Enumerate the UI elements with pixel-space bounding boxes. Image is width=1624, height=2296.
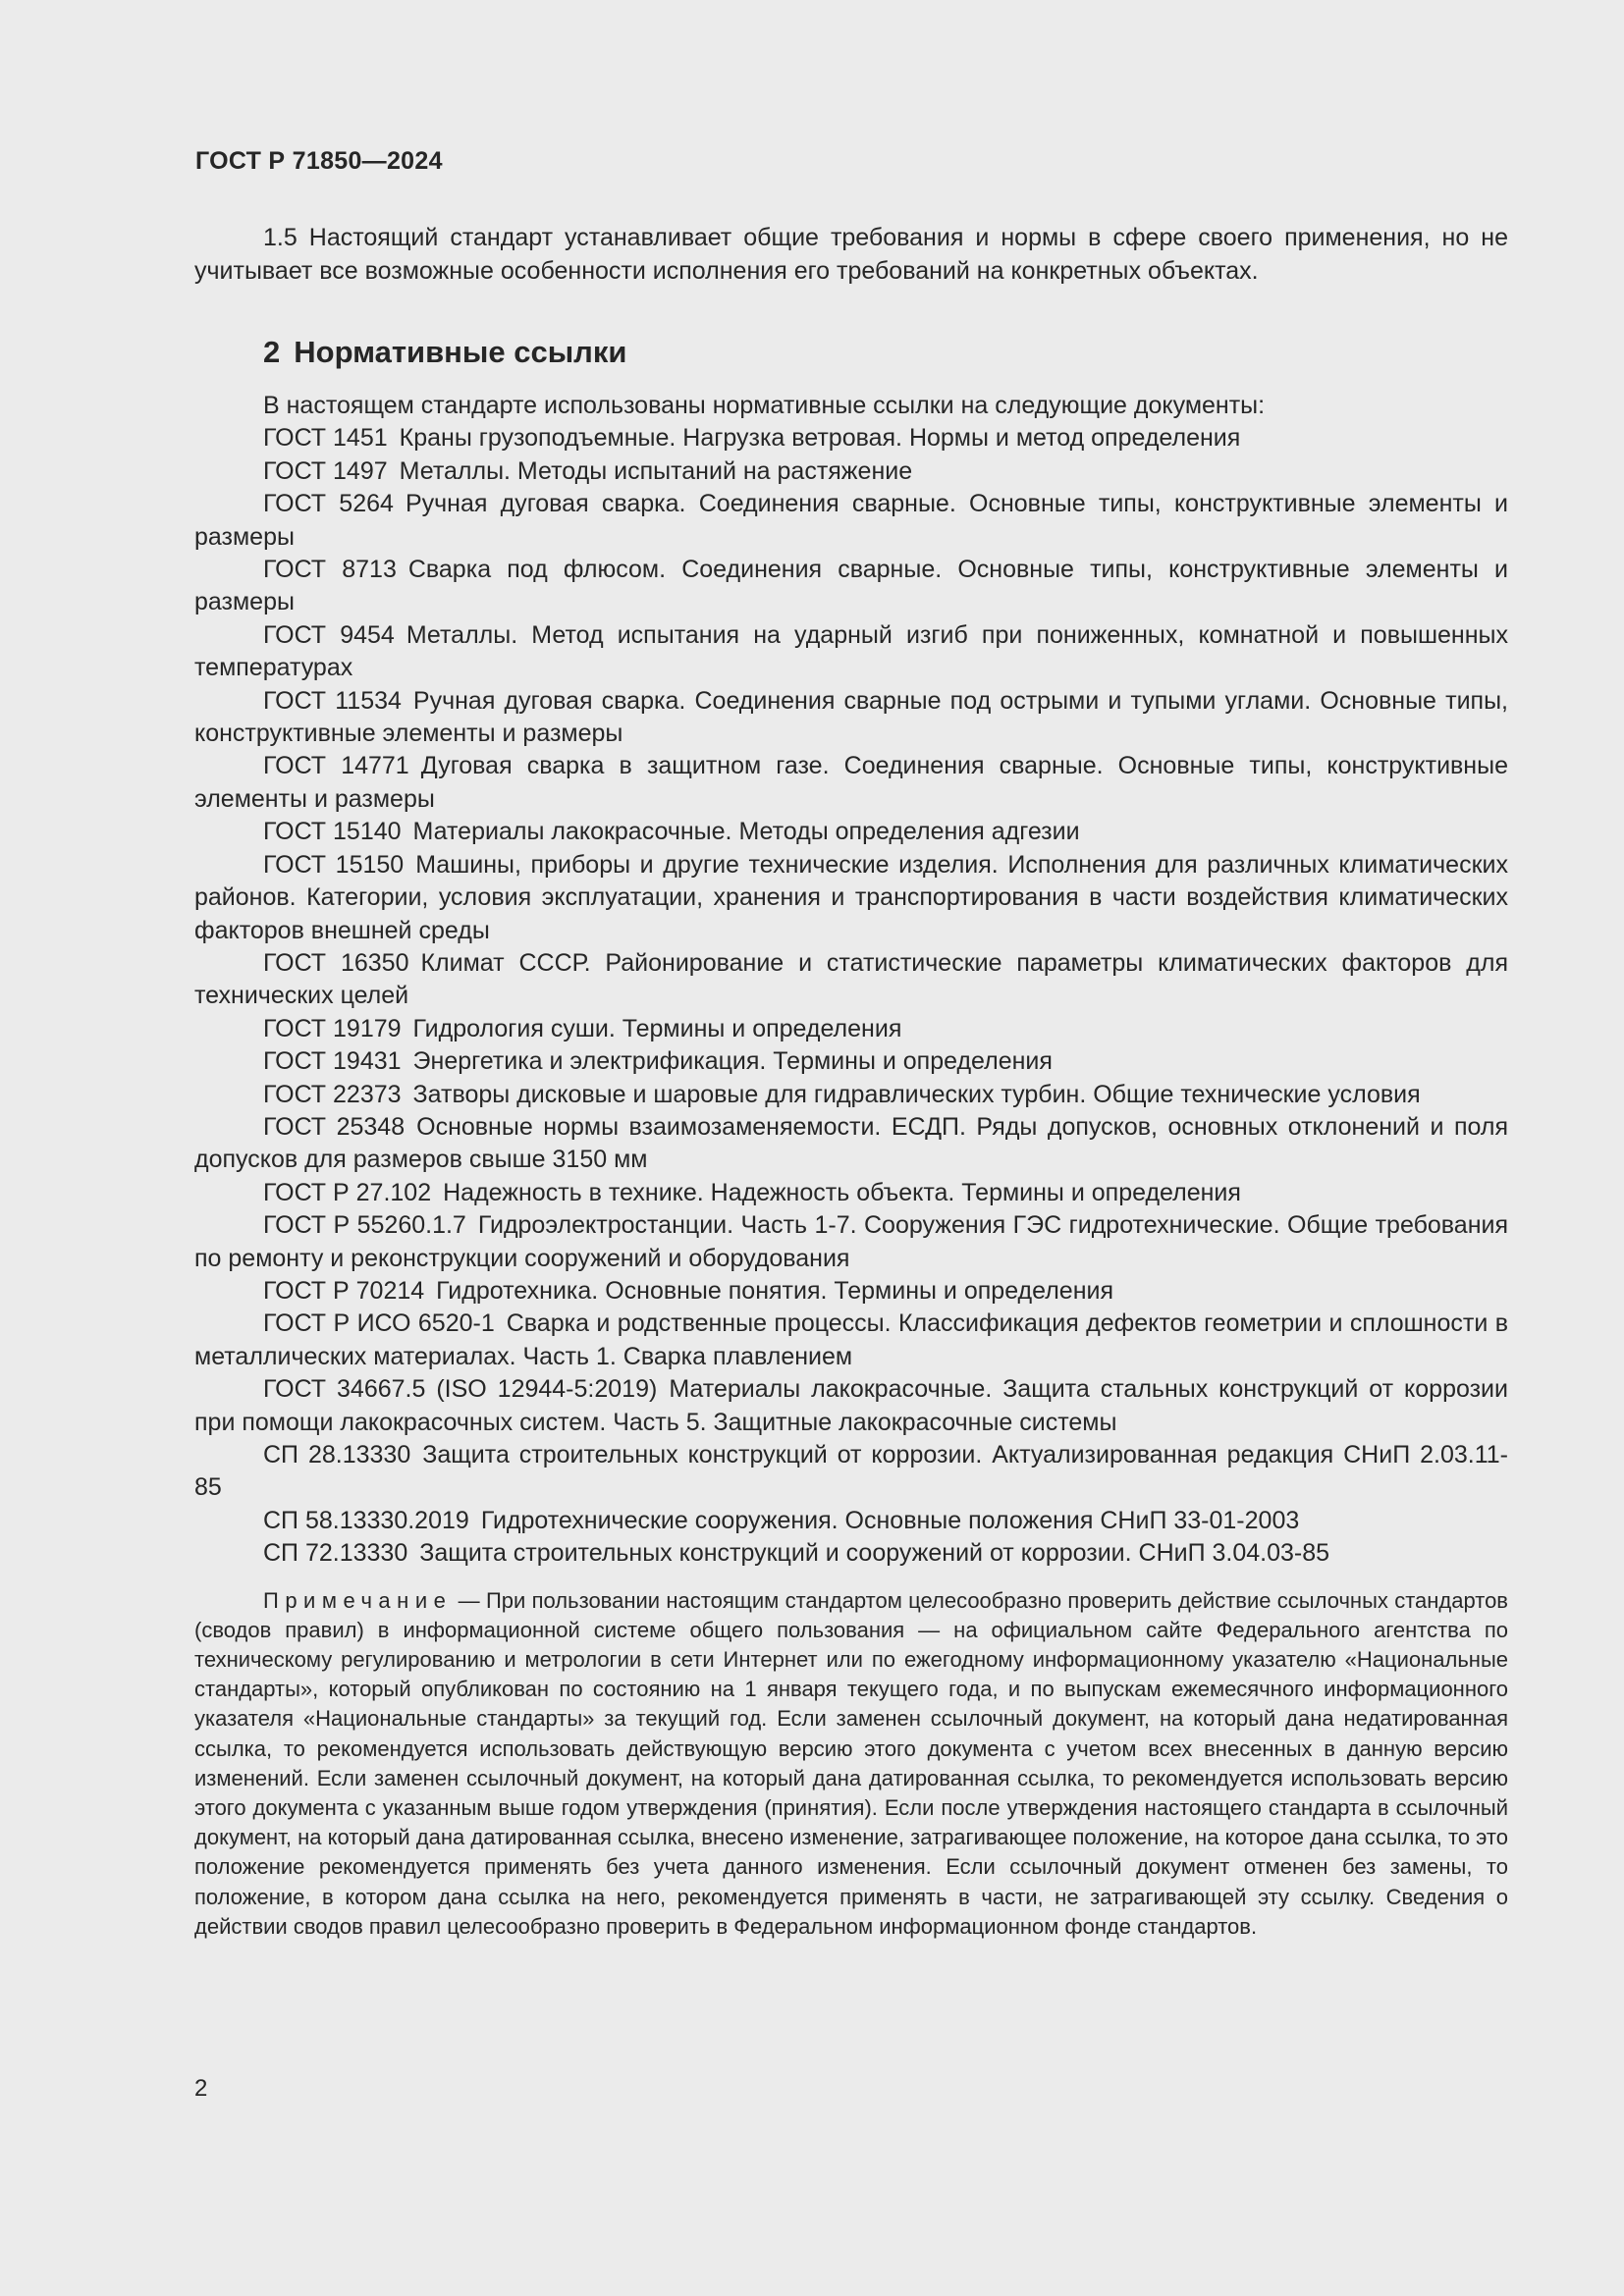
note-label: Примечание bbox=[263, 1587, 453, 1613]
reference-title: Ручная дуговая сварка. Соединения сварные под острыми и тупыми углами. Основные типы, конструктивные элементы и размеры bbox=[194, 686, 1508, 748]
reference-item bbox=[194, 1275, 1508, 1308]
reference-code: ГОСТ 22373 bbox=[263, 1080, 402, 1108]
section-number: 2 bbox=[263, 335, 281, 369]
reference-title: Энергетика и электрификация. Термины и определения bbox=[412, 1047, 1053, 1076]
reference-title: Гидротехнические сооружения. Основные положения СНиП 33-01-2003 bbox=[480, 1506, 1300, 1534]
reference-code: СП 72.13330 bbox=[263, 1539, 408, 1568]
reference-item bbox=[194, 1505, 1508, 1537]
page-content bbox=[194, 222, 1508, 1942]
reference-item bbox=[194, 1209, 1508, 1275]
reference-code: ГОСТ Р 27.102 bbox=[263, 1178, 432, 1206]
reference-item bbox=[194, 1439, 1508, 1505]
reference-code: СП 28.13330 bbox=[263, 1441, 411, 1468]
reference-title: Гидрология суши. Термины и определения bbox=[412, 1014, 902, 1042]
reference-item bbox=[194, 750, 1508, 816]
reference-code: ГОСТ 16350 bbox=[263, 948, 409, 977]
reference-code: ГОСТ 25348 bbox=[263, 1112, 406, 1141]
reference-title: Материалы лакокрасочные. Методы определения адгезии bbox=[412, 818, 1080, 846]
document-header: ГОСТ Р 71850—2024 bbox=[195, 147, 443, 175]
reference-title: Основные нормы взаимозаменяемости. ЕСДП. Ряды допусков, основных отклонений и поля допусков для размеров свыше 3150 мм bbox=[194, 1112, 1508, 1174]
reference-code: ГОСТ Р 55260.1.7 bbox=[263, 1211, 466, 1240]
reference-code: ГОСТ 34667.5 (ISO 12944-5:2019) bbox=[263, 1375, 658, 1404]
reference-code: ГОСТ 19179 bbox=[263, 1014, 402, 1042]
intro-paragraph: 1.5 Настоящий стандарт устанавливает общие требования и нормы в сфере своего применения, но не учитывает все возможные особенности исполнения его требований на конкретных объектах. bbox=[194, 224, 1508, 285]
reference-item bbox=[194, 422, 1508, 454]
reference-title: Гидроэлектростанции. Часть 1-7. Сооружения ГЭС гидротехнические. Общие требования по ремонту и реконструкции сооружений и оборудования bbox=[194, 1211, 1509, 1272]
reference-item bbox=[194, 1177, 1508, 1209]
note-block bbox=[194, 1586, 1508, 1942]
reference-code: ГОСТ 15140 bbox=[263, 818, 402, 846]
reference-item bbox=[194, 947, 1508, 1013]
reference-title: Климат СССР. Районирование и статистические параметры климатических факторов для технических целей bbox=[194, 948, 1508, 1010]
reference-title: Металлы. Методы испытаний на растяжение bbox=[399, 456, 913, 485]
reference-title: Ручная дуговая сварка. Соединения сварные. Основные типы, конструктивные элементы и размеры bbox=[194, 490, 1509, 551]
reference-item bbox=[194, 685, 1508, 751]
reference-item bbox=[194, 1373, 1508, 1439]
reference-item bbox=[194, 1079, 1508, 1111]
reference-code: ГОСТ 19431 bbox=[263, 1047, 402, 1076]
reference-item bbox=[194, 488, 1508, 554]
reference-item bbox=[194, 1013, 1508, 1045]
reference-title: Дуговая сварка в защитном газе. Соединения сварные. Основные типы, конструктивные элементы и размеры bbox=[194, 752, 1508, 813]
reference-title: Материалы лакокрасочные. Защита стальных конструкций от коррозии при помощи лакокрасочных систем. Часть 5. Защитные лакокрасочные системы bbox=[194, 1375, 1508, 1436]
reference-code: ГОСТ 9454 bbox=[263, 620, 395, 649]
reference-code: ГОСТ 1497 bbox=[263, 456, 388, 485]
reference-item bbox=[194, 1537, 1508, 1570]
reference-title: Сварка и родственные процессы. Классификация дефектов геометрии и сплошности в металлических материалах. Часть 1. Сварка плавлением bbox=[194, 1309, 1508, 1370]
reference-code: СП 58.13330.2019 bbox=[263, 1506, 469, 1534]
reference-code: ГОСТ 15150 bbox=[263, 850, 405, 879]
reference-item bbox=[194, 1045, 1508, 1078]
reference-code: ГОСТ 1451 bbox=[263, 424, 388, 453]
reference-title: Затворы дисковые и шаровые для гидравлических турбин. Общие технические условия bbox=[412, 1080, 1421, 1108]
reference-code: ГОСТ 11534 bbox=[263, 686, 402, 715]
section-heading bbox=[263, 335, 1508, 370]
reference-title: Защита строительных конструкций от коррозии. Актуализированная редакция СНиП 2.03.11-85 bbox=[194, 1441, 1508, 1502]
section-lead: В настоящем стандарте использованы нормативные ссылки на следующие документы: bbox=[263, 392, 1266, 419]
reference-title: Гидротехника. Основные понятия. Термины и определения bbox=[436, 1276, 1114, 1305]
reference-item bbox=[194, 849, 1508, 947]
reference-code: ГОСТ Р 70214 bbox=[263, 1276, 425, 1305]
reference-item bbox=[194, 1111, 1508, 1177]
reference-item bbox=[194, 619, 1508, 685]
note-text: — При пользовании настоящим стандартом целесообразно проверить действие ссылочных стандартов (сводов правил) в информационной системе общего пользования — на официальном сайте Федерального агентства по техническому регулированию и метрологии в сети Интернет или по ежегодному информационному указателю «Национальные стандарты», который опубликован по состоянию на 1 января текущего года, и по выпускам ежемесячного информационного указателя «Национальные стандарты» за текущий год. Если заменен ссылочный документ, на который дана недатированная ссылка, то рекомендуется использовать действующую версию этого документа с учетом всех внесенных в данную версию изменений. Если заменен ссылочный документ, на который дана датированная ссылка, то рекомендуется использовать версию этого документа с указанным выше годом утверждения (принятия). Если после утверждения настоящего стандарта в ссылочный документ, на который дана датированная ссылка, внесено изменение, затрагивающее положение, на которое дана ссылка, то это положение рекомендуется применять без учета данного изменения. Если ссылочный документ отменен без замены, то положение, в котором дана ссылка на него, рекомендуется применять в части, не затрагивающей эту ссылку. Сведения о действии сводов правил целесообразно проверить в Федеральном информационном фонде стандартов. bbox=[194, 1587, 1508, 1939]
reference-item bbox=[194, 554, 1508, 619]
reference-title: Машины, приборы и другие технические изделия. Исполнения для различных климатических районов. Категории, условия эксплуатации, хранения и транспортирования в части воздействия климатических факторов внешней среды bbox=[194, 850, 1508, 944]
reference-title: Надежность в технике. Надежность объекта. Термины и определения bbox=[443, 1178, 1241, 1206]
reference-title: Краны грузоподъемные. Нагрузка ветровая. Нормы и метод определения bbox=[399, 424, 1241, 453]
page-number: 2 bbox=[194, 2075, 208, 2102]
reference-item bbox=[194, 455, 1508, 488]
reference-item bbox=[194, 816, 1508, 848]
section-title: Нормативные ссылки bbox=[294, 335, 627, 369]
reference-code: ГОСТ 14771 bbox=[263, 752, 409, 780]
reference-title: Сварка под флюсом. Соединения сварные. Основные типы, конструктивные элементы и размеры bbox=[194, 556, 1508, 616]
references-list bbox=[194, 422, 1508, 1570]
reference-item bbox=[194, 1308, 1508, 1373]
reference-title: Металлы. Метод испытания на ударный изгиб при пониженных, комнатной и повышенных температурах bbox=[194, 620, 1509, 682]
reference-code: ГОСТ 5264 bbox=[263, 490, 394, 518]
reference-title: Защита строительных конструкций и сооружений от коррозии. СНиП 3.04.03-85 bbox=[419, 1539, 1330, 1568]
reference-code: ГОСТ 8713 bbox=[263, 556, 397, 584]
reference-code: ГОСТ Р ИСО 6520-1 bbox=[263, 1309, 495, 1338]
